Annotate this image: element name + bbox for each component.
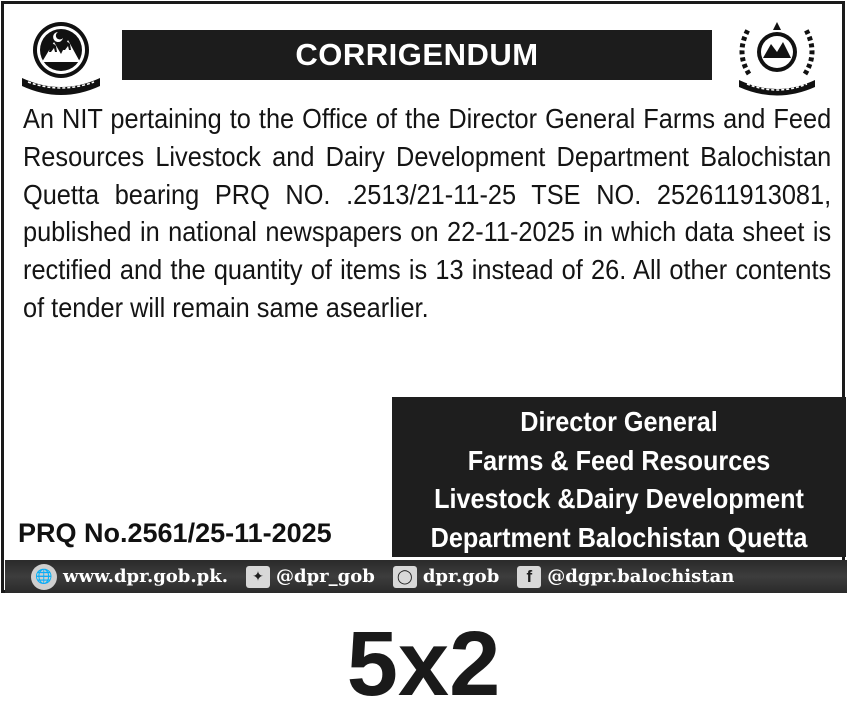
signature-block [392,397,846,557]
twitter-icon: ✦ [246,566,270,588]
website-link[interactable]: www.dpr.gob.pk. [63,566,228,587]
facebook-handle[interactable]: @dgpr.balochistan [547,566,735,587]
footer-instagram[interactable] [393,566,499,588]
twitter-handle[interactable]: @dpr_gob [275,566,375,587]
notice-body: An NIT pertaining to the Office of the Director General Farms and Feed Resources Livestock and Dairy Development Department Balochistan Quetta bearing PRQ NO. .2513/21-11-25 TSE NO. 252611913081, published in national newspapers on 22-11-2025 in which data sheet is rectified and the quantity of items is 13 instead of 26. All other contents of tender will remain same asearlier. [23,103,832,323]
signature-line: Director General [520,406,718,437]
footer-website[interactable] [31,564,228,590]
instagram-icon: ◯ [393,566,417,588]
facebook-icon: f [517,566,541,588]
government-seal-logo [14,14,108,96]
footer-twitter[interactable] [246,566,375,588]
instagram-handle[interactable]: dpr.gob [422,566,500,587]
advertisement-frame [1,1,845,593]
corrigendum-title-bar [122,30,712,80]
dgpr-seal-logo [719,14,835,96]
prq-number: PRQ No.2561/25-11-2025 [18,518,332,548]
footer-facebook[interactable] [517,566,734,588]
page-title: CORRIGENDUM [295,37,539,72]
social-footer-bar [5,560,847,593]
globe-icon: 🌐 [31,564,57,590]
signature-line: Livestock &Dairy Development [434,483,804,514]
signature-line: Department Balochistan Quetta [430,521,808,553]
ad-size-label: 5x2 [346,613,501,715]
signature-line: Farms & Feed Resources [467,444,771,476]
